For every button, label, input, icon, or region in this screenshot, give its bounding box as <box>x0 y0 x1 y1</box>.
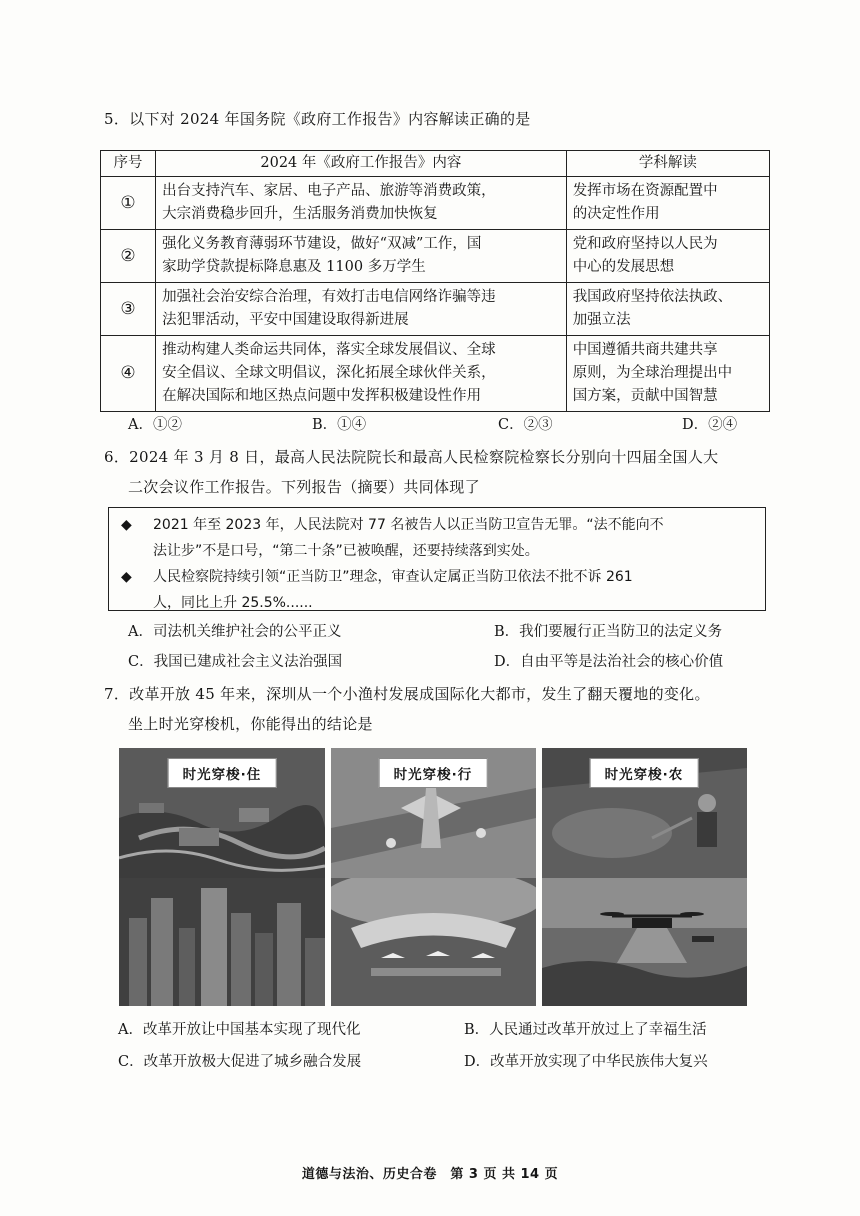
content-line: 加强社会治安综合治理，有效打击电信网络诈骗等违 <box>162 289 496 305</box>
row-interpretation <box>566 336 769 412</box>
q6-stem-line1: 6．2024 年 3 月 8 日，最高人民法院院长和最高人民检察院检察长分别向十四届全国人大 <box>104 448 719 466</box>
excerpt-line: 2021 年至 2023 年，人民法院对 77 名被告人以正当防卫宣告无罪。“法不能向不 <box>153 517 664 533</box>
page-footer: 道德与法治、历史合卷 第 3 页 共 14 页 <box>301 1167 559 1182</box>
interp-line: 原则，为全球治理提出中 <box>572 365 733 381</box>
q7-stem-line2: 坐上时光穿梭机，你能得出的结论是 <box>128 715 373 733</box>
interp-line: 国方案，贡献中国智慧 <box>572 388 718 404</box>
option-c[interactable]: C．②③ <box>498 417 553 433</box>
option-a[interactable]: A．①② <box>128 417 182 433</box>
excerpt-item <box>121 564 755 616</box>
modern-airport-image <box>331 878 536 1006</box>
option-c[interactable]: C．我国已建成社会主义法治强国 <box>128 654 343 670</box>
content-line: 大宗消费稳步回升，生活服务消费加快恢复 <box>162 206 438 222</box>
q5-options <box>0 413 860 437</box>
photo-drone-spraying <box>542 878 747 1006</box>
content-line: 法犯罪活动，平安中国建设取得新进展 <box>162 312 409 328</box>
excerpt-line: 人，同比上升 25.5%...... <box>153 595 313 611</box>
row-interpretation <box>566 283 769 336</box>
content-line: 强化义务教育薄弱环节建设，做好“双减”工作，国 <box>162 236 482 252</box>
interp-line: 中心的发展思想 <box>572 259 675 275</box>
row-interpretation <box>566 177 769 230</box>
modern-city-skyline-image <box>119 878 325 1006</box>
row-index: ① <box>101 177 156 230</box>
header-interpretation: 学科解读 <box>566 151 769 177</box>
option-b[interactable]: B．①④ <box>312 417 367 433</box>
interp-line: 党和政府坚持以人民为 <box>572 236 718 252</box>
content-line: 推动构建人类命运共同体，落实全球发展倡议、全球 <box>162 342 496 358</box>
row-index: ④ <box>101 336 156 412</box>
excerpt-item <box>121 512 755 564</box>
photo-label-housing: 时光穿梭·住 <box>168 758 277 788</box>
content-line: 家助学贷款提标降息惠及 1100 多万学生 <box>162 259 426 275</box>
q6-excerpt-box <box>108 507 766 611</box>
row-interpretation <box>566 230 769 283</box>
row-content <box>156 230 567 283</box>
row-content <box>156 283 567 336</box>
q6-options <box>0 620 860 680</box>
excerpt-line: 人民检察院持续引领“正当防卫”理念，审查认定属正当防卫依法不批不诉 261 <box>153 569 633 585</box>
row-content <box>156 177 567 230</box>
diamond-bullet-icon: ◆ <box>121 569 132 585</box>
option-b[interactable]: B．我们要履行正当防卫的法定义务 <box>494 624 723 640</box>
content-line: 安全倡议、全球文明倡议，深化拓展全球伙伴关系， <box>162 365 496 381</box>
interp-line: 中国遵循共商共建共享 <box>572 342 718 358</box>
option-d[interactable]: D．②④ <box>682 417 738 433</box>
option-d[interactable]: D．改革开放实现了中华民族伟大复兴 <box>464 1054 708 1070</box>
photo-modern-city <box>119 878 325 1006</box>
table-row <box>101 336 770 412</box>
interp-line: 加强立法 <box>572 312 631 328</box>
option-b[interactable]: B．人民通过改革开放过上了幸福生活 <box>464 1022 707 1038</box>
row-content <box>156 336 567 412</box>
header-index: 序号 <box>101 151 156 177</box>
q7-photo-grid <box>119 748 747 1006</box>
table-header-row <box>101 151 770 177</box>
q5-table <box>100 150 770 412</box>
q7-stem-line1: 7．改革开放 45 年来，深圳从一个小渔村发展成国际化大都市，发生了翻天覆地的变化。 <box>104 685 710 703</box>
photo-label-transport: 时光穿梭·行 <box>379 758 488 788</box>
content-line: 出台支持汽车、家居、电子产品、旅游等消费政策， <box>162 183 496 199</box>
option-c[interactable]: C．改革开放极大促进了城乡融合发展 <box>118 1054 362 1070</box>
row-index: ③ <box>101 283 156 336</box>
table-row <box>101 230 770 283</box>
diamond-bullet-icon: ◆ <box>121 517 132 533</box>
option-d[interactable]: D．自由平等是法治社会的核心价值 <box>494 654 724 670</box>
interp-line: 的决定性作用 <box>572 206 660 222</box>
photo-modern-airport <box>331 878 536 1006</box>
q7-options <box>0 1018 860 1082</box>
interp-line: 我国政府坚持依法执政、 <box>572 289 733 305</box>
content-line: 在解决国际和地区热点问题中发挥积极建设性作用 <box>162 388 482 404</box>
row-index: ② <box>101 230 156 283</box>
q6-stem-line2: 二次会议作工作报告。下列报告（摘要）共同体现了 <box>128 478 480 496</box>
option-a[interactable]: A．改革开放让中国基本实现了现代化 <box>118 1022 361 1038</box>
q5-stem: 5．以下对 2024 年国务院《政府工作报告》内容解读正确的是 <box>104 110 531 128</box>
interp-line: 发挥市场在资源配置中 <box>572 183 718 199</box>
excerpt-line: 法让步”不是口号，“第二十条”已被唤醒，还要持续落到实处。 <box>153 543 539 559</box>
table-row <box>101 283 770 336</box>
photo-label-agriculture: 时光穿梭·农 <box>590 758 699 788</box>
header-content: 2024 年《政府工作报告》内容 <box>156 151 567 177</box>
drone-spraying-image <box>542 878 747 1006</box>
option-a[interactable]: A．司法机关维护社会的公平正义 <box>128 624 342 640</box>
table-row <box>101 177 770 230</box>
